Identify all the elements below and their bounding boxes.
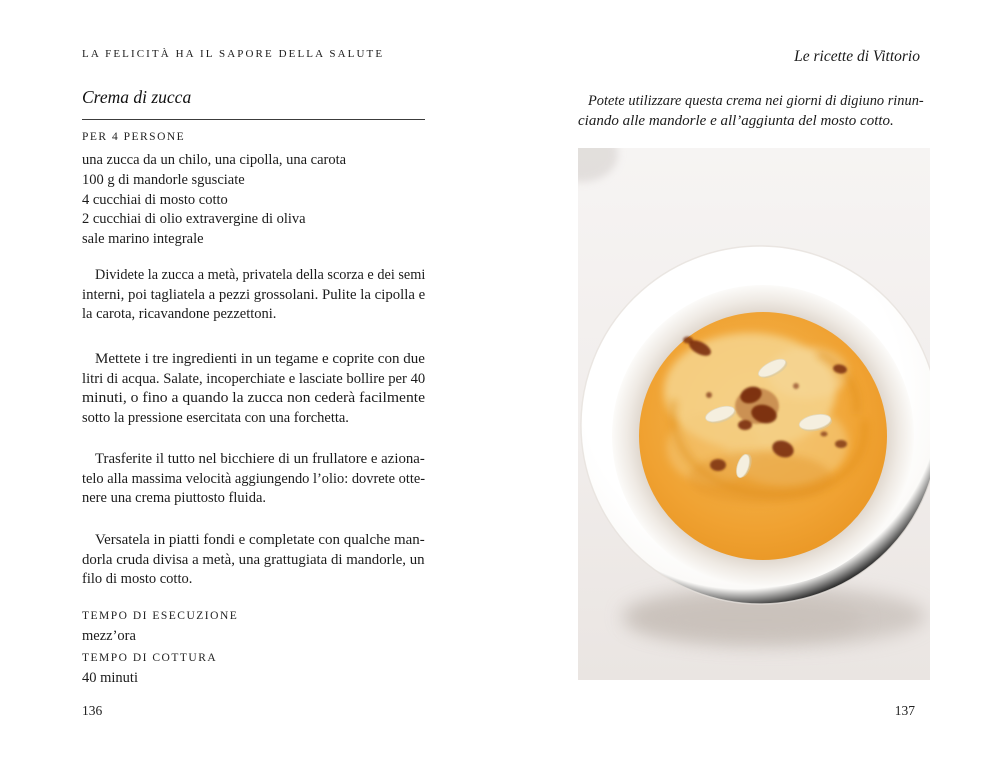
ingredient-line: 4 cucchiai di mosto cotto <box>82 191 228 208</box>
servings-label: PER 4 PERSONE <box>82 131 186 143</box>
paragraph-3 <box>82 450 425 509</box>
execution-time-value: mezz’ora <box>82 628 136 644</box>
ingredient-line: 100 g di mandorle sgusciate <box>82 171 245 188</box>
ingredient-line: sale marino integrale <box>82 231 204 248</box>
paragraph-4 <box>82 531 425 590</box>
text-line: Trasferite il tutto nel bicchiere di un frullatore e aziona- <box>95 451 425 467</box>
text-line: interni, poi tagliatela a pezzi grossolani. Pulite la cipolla e <box>82 286 426 303</box>
ingredient-line: una zucca da un chilo, una cipolla, una carota <box>82 152 347 168</box>
ingredients-list <box>82 151 425 250</box>
paragraph-2 <box>82 350 425 428</box>
text-line: telo alla massima velocità aggiungendo l’olio: dovrete otte- <box>82 470 426 487</box>
text-line: Versatela in piatti fondi e completate con qualche man- <box>95 532 425 548</box>
recipe-title: Crema di zucca <box>82 87 192 107</box>
cooking-time-label: TEMPO DI COTTURA <box>82 652 218 664</box>
text-line: nere una crema piuttosto fluida. <box>82 490 267 506</box>
text-line: ciando alle mandorle e all’aggiunta del mosto cotto. <box>578 113 894 129</box>
soup-photo <box>578 148 930 680</box>
text-line: Dividete la zucca a metà, privatela della scorza e dei semi <box>95 267 426 283</box>
execution-time-label: TEMPO DI ESECUZIONE <box>82 610 239 622</box>
oil-sheen <box>688 452 832 504</box>
text-line: sotto la pressione esercitata con una forchetta. <box>82 409 349 426</box>
text-line: filo di mosto cotto. <box>82 571 193 587</box>
ingredient-line: 2 cucchiai di olio extravergine di oliva <box>82 211 306 228</box>
title-rule <box>82 119 425 120</box>
text-line: Mettete i tre ingredienti in un tegame e coprite con due <box>95 351 425 367</box>
cooking-time-value: 40 minuti <box>82 670 138 686</box>
text-line: Potete utilizzare questa crema nei giorni di digiuno rinun- <box>588 93 924 109</box>
soup <box>639 312 887 560</box>
text-line: la carota, ricavandone pezzettoni. <box>82 306 277 322</box>
text-line: litri di acqua. Salate, incoperchiate e lasciate bollire per 40 <box>82 370 426 387</box>
page-number-right: 137 <box>894 703 915 718</box>
running-head-left: LA FELICITÀ HA IL SAPORE DELLA SALUTE <box>82 48 385 60</box>
page-number-left: 136 <box>82 703 103 718</box>
text-line: minuti, o fino a quando la zucca non cederà facilmente <box>82 390 426 406</box>
paragraph-1 <box>82 266 425 325</box>
recipe-note <box>578 91 924 131</box>
running-head-right: Le ricette di Vittorio <box>794 48 920 65</box>
text-line: dorla cruda divisa a metà, una grattugiata di mandorle, un <box>82 551 425 568</box>
